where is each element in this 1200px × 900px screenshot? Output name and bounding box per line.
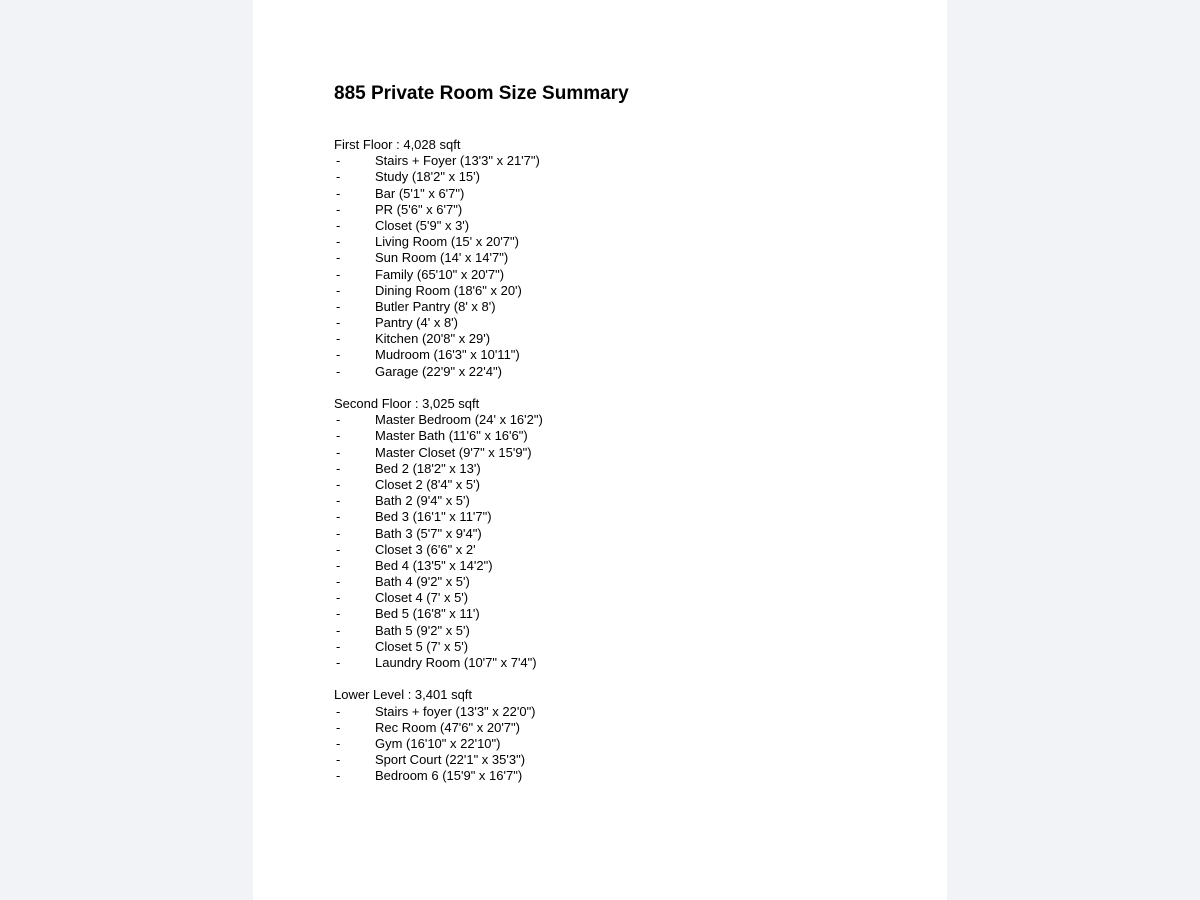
room-list-item — [334, 704, 894, 720]
dash-bullet-icon: - — [336, 428, 341, 444]
dash-bullet-icon: - — [336, 574, 341, 590]
room-list — [334, 704, 894, 785]
dash-bullet-icon: - — [336, 201, 341, 217]
room-list-item — [334, 736, 894, 752]
room-list-item — [334, 347, 894, 363]
dash-bullet-icon: - — [336, 655, 341, 670]
dash-bullet-icon: - — [336, 768, 341, 784]
room-dimensions: Butler Pantry (8' x 8') — [375, 298, 496, 314]
dash-bullet-icon: - — [336, 153, 341, 169]
room-list-item — [334, 218, 894, 234]
room-dimensions: Sport Court (22'1" x 35'3") — [375, 752, 526, 768]
dash-bullet-icon: - — [336, 363, 341, 379]
room-list — [334, 153, 894, 380]
room-list-item — [334, 558, 894, 574]
room-list-item — [334, 315, 894, 331]
room-dimensions: Bedroom 6 (15'9" x 16'7") — [375, 768, 523, 784]
dash-bullet-icon: - — [336, 493, 341, 509]
room-list-item — [334, 445, 894, 461]
room-dimensions: Sun Room (14' x 14'7") — [375, 250, 509, 266]
room-list-item — [334, 720, 894, 736]
document-title: 885 Private Room Size Summary — [334, 83, 629, 104]
room-list-item — [334, 477, 894, 493]
room-dimensions: Pantry (4' x 8') — [375, 315, 458, 331]
floor-section — [334, 687, 894, 784]
room-dimensions: Garage (22'9" x 22'4") — [375, 363, 502, 379]
dash-bullet-icon: - — [336, 541, 341, 557]
room-list-item — [334, 428, 894, 444]
room-dimensions: Master Closet (9'7" x 15'9") — [375, 444, 532, 460]
dash-bullet-icon: - — [336, 217, 341, 233]
room-dimensions: Master Bedroom (24' x 16'2") — [375, 412, 543, 428]
floor-section — [334, 137, 894, 380]
room-dimensions: Bath 2 (9'4" x 5') — [375, 493, 470, 509]
room-list-item — [334, 526, 894, 542]
room-list-item — [334, 331, 894, 347]
dash-bullet-icon: - — [336, 444, 341, 460]
dash-bullet-icon: - — [336, 250, 341, 266]
room-summary — [334, 137, 894, 801]
room-dimensions: Family (65'10" x 20'7") — [375, 266, 505, 282]
room-list-item — [334, 169, 894, 185]
dash-bullet-icon: - — [336, 169, 341, 185]
room-dimensions: Study (18'2" x 15') — [375, 169, 480, 185]
room-dimensions: Closet 2 (8'4" x 5') — [375, 476, 480, 492]
dash-bullet-icon: - — [336, 185, 341, 201]
room-dimensions: Bed 2 (18'2" x 13') — [375, 460, 481, 476]
dash-bullet-icon: - — [336, 703, 341, 719]
dash-bullet-icon: - — [336, 719, 341, 735]
room-dimensions: Mudroom (16'3" x 10'11") — [375, 347, 520, 363]
room-dimensions: Bath 4 (9'2" x 5') — [375, 574, 470, 590]
floor-heading: Second Floor : 3,025 sqft — [334, 396, 480, 411]
dash-bullet-icon: - — [336, 347, 341, 363]
room-dimensions: Bath 5 (9'2" x 5') — [375, 622, 470, 638]
room-list-item — [334, 299, 894, 315]
dash-bullet-icon: - — [336, 638, 341, 654]
room-list-item — [334, 267, 894, 283]
room-list-item — [334, 412, 894, 428]
room-list-item — [334, 606, 894, 622]
dash-bullet-icon: - — [336, 752, 341, 768]
room-list-item — [334, 768, 894, 784]
room-dimensions: Stairs + foyer (13'3" x 22'0") — [375, 703, 536, 719]
room-list-item — [334, 590, 894, 606]
floor-section — [334, 396, 894, 671]
room-dimensions: Dining Room (18'6" x 20') — [375, 282, 522, 298]
room-list-item — [334, 364, 894, 380]
room-list-item — [334, 752, 894, 768]
room-list-item — [334, 186, 894, 202]
room-dimensions: Closet 3 (6'6" x 2' — [375, 541, 476, 557]
room-dimensions: Bed 5 (16'8" x 11') — [375, 606, 480, 622]
dash-bullet-icon: - — [336, 606, 341, 622]
room-dimensions: Closet 4 (7' x 5') — [375, 590, 469, 606]
room-list-item — [334, 655, 894, 671]
room-dimensions: Closet (5'9" x 3') — [375, 217, 470, 233]
dash-bullet-icon: - — [336, 509, 341, 525]
dash-bullet-icon: - — [336, 735, 341, 751]
dash-bullet-icon: - — [336, 590, 341, 606]
room-dimensions: Rec Room (47'6" x 20'7") — [375, 719, 520, 735]
floor-heading: First Floor : 4,028 sqft — [334, 137, 461, 152]
room-dimensions: Laundry Room (10'7" x 7'4") — [375, 655, 537, 670]
dash-bullet-icon: - — [336, 315, 341, 331]
room-list-item — [334, 250, 894, 266]
dash-bullet-icon: - — [336, 331, 341, 347]
room-list-item — [334, 623, 894, 639]
dash-bullet-icon: - — [336, 266, 341, 282]
dash-bullet-icon: - — [336, 282, 341, 298]
room-dimensions: Living Room (15' x 20'7") — [375, 234, 519, 250]
floor-heading: Lower Level : 3,401 sqft — [334, 687, 473, 703]
room-dimensions: Stairs + Foyer (13'3" x 21'7") — [375, 153, 540, 169]
room-list-item — [334, 493, 894, 509]
room-list-item — [334, 283, 894, 299]
dash-bullet-icon: - — [336, 476, 341, 492]
document-page — [253, 0, 947, 900]
room-list-item — [334, 461, 894, 477]
room-list-item — [334, 574, 894, 590]
room-list-item — [334, 509, 894, 525]
dash-bullet-icon: - — [336, 412, 341, 428]
room-dimensions: Bath 3 (5'7" x 9'4") — [375, 525, 482, 541]
room-list-item — [334, 202, 894, 218]
room-list-item — [334, 639, 894, 655]
room-dimensions: Bed 3 (16'1" x 11'7") — [375, 509, 492, 525]
room-list-item — [334, 153, 894, 169]
room-dimensions: Bar (5'1" x 6'7") — [375, 185, 465, 201]
dash-bullet-icon: - — [336, 298, 341, 314]
room-dimensions: Closet 5 (7' x 5') — [375, 638, 469, 654]
room-list-item — [334, 542, 894, 558]
dash-bullet-icon: - — [336, 622, 341, 638]
room-dimensions: Bed 4 (13'5" x 14'2") — [375, 557, 493, 573]
dash-bullet-icon: - — [336, 460, 341, 476]
room-list-item — [334, 234, 894, 250]
dash-bullet-icon: - — [336, 234, 341, 250]
room-dimensions: Kitchen (20'8" x 29') — [375, 331, 491, 347]
room-list — [334, 412, 894, 671]
room-dimensions: Gym (16'10" x 22'10") — [375, 735, 501, 751]
room-dimensions: Master Bath (11'6" x 16'6") — [375, 428, 528, 444]
dash-bullet-icon: - — [336, 557, 341, 573]
dash-bullet-icon: - — [336, 525, 341, 541]
room-dimensions: PR (5'6" x 6'7") — [375, 201, 463, 217]
